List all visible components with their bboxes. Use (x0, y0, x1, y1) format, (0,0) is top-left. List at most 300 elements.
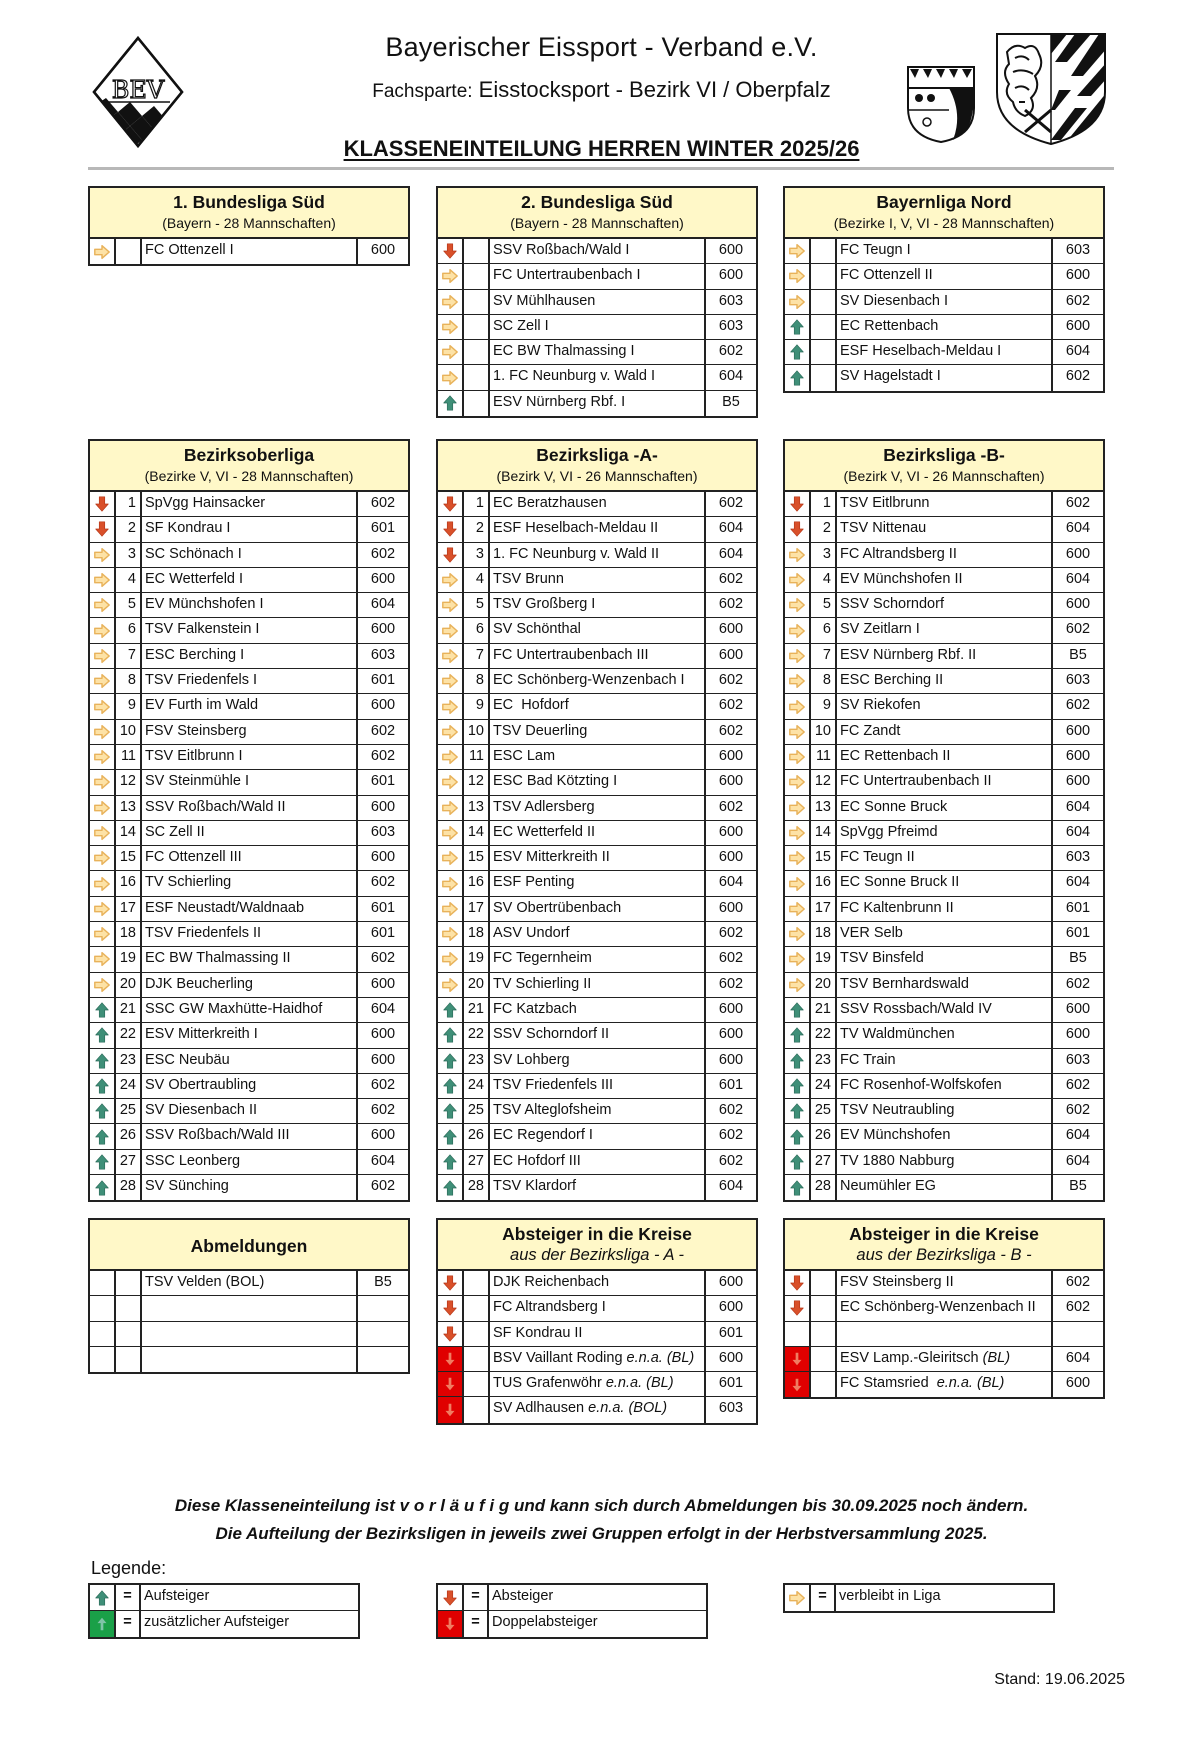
district-code-cell: 603 (1065, 849, 1091, 866)
arrow-right-icon (785, 770, 811, 794)
team-name: ESV Mitterkreith I (145, 1026, 258, 1043)
team-name: SV Schönthal (493, 621, 581, 638)
arrow-right-icon (438, 644, 464, 668)
extra-up-arrow-icon (90, 1611, 116, 1637)
team-name: SV Mühlhausen (493, 292, 596, 309)
district-code-cell: B5 (374, 1274, 392, 1290)
team-name: TSV Bernhardswald (840, 975, 969, 992)
rank-cell: 17 (464, 897, 490, 921)
table-row (438, 1296, 756, 1321)
team-cell (490, 315, 706, 339)
table-row (785, 796, 1103, 821)
table-row (90, 593, 408, 618)
district-code-cell: 601 (370, 925, 396, 942)
district-code-cell: 602 (718, 950, 744, 967)
rank-cell: 21 (464, 998, 490, 1022)
table-row (438, 669, 756, 694)
table-row (785, 1049, 1103, 1074)
team-cell (490, 517, 706, 541)
team-cell (837, 492, 1053, 516)
district-code-cell: 600 (718, 1349, 744, 1366)
district-code-cell: 604 (718, 545, 744, 562)
arrow-up-icon (90, 1049, 116, 1073)
district-code-cell: 604 (1065, 1152, 1091, 1169)
table-row (785, 264, 1103, 289)
team-cell (837, 1372, 1053, 1397)
table-row (785, 568, 1103, 593)
team-cell (142, 1023, 358, 1047)
table-row (785, 644, 1103, 669)
arrow-right-icon (438, 897, 464, 921)
legend-item (438, 1585, 706, 1611)
league-name: Bezirksoberliga (183, 445, 315, 465)
table-row (90, 1074, 408, 1099)
rank-cell: 15 (116, 846, 142, 870)
team-cell (142, 1049, 358, 1073)
team-cell (490, 998, 706, 1022)
team-name: SSC GW Maxhütte-Haidhof (145, 1000, 323, 1017)
team-cell (490, 922, 706, 946)
district-code-cell: 603 (718, 317, 744, 334)
table-row (785, 745, 1103, 770)
team-name: EC Rettenbach II (840, 747, 951, 764)
team-cell (490, 947, 706, 971)
team-cell (142, 1347, 358, 1372)
rank-cell: 20 (464, 973, 490, 997)
arrow-up-icon (438, 1175, 464, 1200)
team-name: BSV Vaillant Roding (493, 1349, 627, 1366)
rank-cell (464, 1271, 490, 1295)
table-row (90, 1296, 408, 1321)
district-code-cell: 600 (370, 798, 396, 815)
rank-cell: 26 (811, 1124, 837, 1148)
league-table (88, 1218, 410, 1374)
district-code-cell (358, 1296, 408, 1320)
header-divider (88, 167, 1114, 170)
district-code-cell: 602 (1065, 1076, 1091, 1093)
team-cell (837, 517, 1053, 541)
arrow-up-icon (438, 1124, 464, 1148)
team-name: FC Altrandsberg II (840, 545, 957, 562)
district-code-cell: 603 (1065, 672, 1091, 689)
arrow-down-icon (438, 1271, 464, 1295)
team-cell (490, 644, 706, 668)
rank-cell: 14 (464, 821, 490, 845)
district-code-cell: 600 (370, 1127, 396, 1144)
team-name: 1. FC Neunburg v. Wald I (493, 368, 655, 385)
double-down-arrow-icon (438, 1372, 464, 1396)
team-cell (142, 821, 358, 845)
table-row (438, 644, 756, 669)
arrow-up-icon (785, 998, 811, 1022)
team-cell (490, 821, 706, 845)
district-code-cell: 602 (718, 975, 744, 992)
rank-cell: 28 (811, 1175, 837, 1200)
arrow-right-icon (90, 796, 116, 820)
team-name: TUS Grafenwöhr (493, 1375, 606, 1392)
rank-cell (464, 1347, 490, 1371)
arrow-right-icon (785, 897, 811, 921)
table-row (438, 365, 756, 390)
arrow-right-icon (785, 922, 811, 946)
team-name: SV Diesenbach II (145, 1102, 258, 1119)
legend-label: verbleibt in Liga (839, 1588, 941, 1604)
arrow-up-icon (785, 1175, 811, 1200)
equals-sign: = (116, 1585, 141, 1610)
team-name: EC Hofdorf III (493, 1152, 581, 1169)
rank-cell: 20 (116, 973, 142, 997)
district-code-cell: 604 (1065, 798, 1091, 815)
district-code-cell: 600 (718, 747, 744, 764)
team-name: FC Rosenhof-Wolfskofen (840, 1076, 1002, 1093)
team-cell (490, 340, 706, 364)
rank-cell: 25 (464, 1099, 490, 1123)
team-name: SV Zeitlarn I (840, 621, 920, 638)
team-note: e.n.a. (BL) (605, 1375, 674, 1392)
team-cell (837, 593, 1053, 617)
league-header (438, 188, 756, 239)
team-cell (490, 264, 706, 288)
district-code-cell: 601 (718, 1324, 744, 1341)
arrow-right-icon (90, 593, 116, 617)
rank-cell (811, 315, 837, 339)
team-cell (142, 644, 358, 668)
team-cell (490, 543, 706, 567)
arrow-up-icon (438, 1049, 464, 1073)
rank-cell: 4 (116, 568, 142, 592)
team-cell (837, 770, 1053, 794)
district-code-cell: 604 (1065, 570, 1091, 587)
table-row (785, 973, 1103, 998)
league-subtitle: (Bayern - 28 Mannschaften) (162, 215, 336, 231)
team-name: FC Untertraubenbach III (493, 646, 649, 663)
team-cell (142, 517, 358, 541)
league-subtitle: (Bezirke V, VI - 28 Mannschaften) (144, 468, 354, 484)
team-name: 1. FC Neunburg v. Wald II (493, 545, 660, 562)
table-row (438, 770, 756, 795)
rank-cell: 27 (464, 1150, 490, 1174)
district-code-cell: 603 (370, 646, 396, 663)
team-name: FC Kaltenbrunn II (840, 899, 954, 916)
district-code-cell: 602 (718, 596, 744, 613)
table-row (438, 1099, 756, 1124)
district-code-cell: 604 (370, 1152, 396, 1169)
district-code-cell: 602 (370, 545, 396, 562)
table-row (438, 973, 756, 998)
team-cell (837, 1347, 1053, 1371)
table-row (438, 694, 756, 719)
team-cell (490, 365, 706, 389)
team-name: SSV Roßbach/Wald I (493, 242, 630, 258)
league-subtitle: aus der Bezirksliga - A - (510, 1246, 684, 1264)
team-cell (490, 720, 706, 744)
rank-cell: 13 (116, 796, 142, 820)
district-code-cell: 602 (370, 495, 396, 511)
team-cell (837, 239, 1053, 263)
league-table (88, 186, 410, 266)
table-row (90, 1322, 408, 1347)
district-code-cell (358, 1347, 408, 1372)
arrow-right-icon (90, 770, 116, 794)
rank-cell: 2 (811, 517, 837, 541)
team-name: SSV Schorndorf (840, 596, 944, 613)
legend-group (88, 1583, 360, 1639)
arrow-right-icon (90, 644, 116, 668)
rank-cell (464, 391, 490, 416)
table-row (90, 644, 408, 669)
district-code-cell: 600 (718, 1299, 744, 1316)
team-name: SC Zell I (493, 317, 549, 334)
double-down-arrow-icon (785, 1372, 811, 1397)
team-name: ESC Bad Kötzting I (493, 773, 618, 790)
rank-cell (464, 1296, 490, 1320)
arrow-right-icon (785, 871, 811, 895)
arrow-right-icon (90, 871, 116, 895)
district-code-cell: 604 (1065, 874, 1091, 891)
district-code-cell: B5 (722, 393, 740, 410)
table-row (438, 821, 756, 846)
table-row (438, 947, 756, 972)
table-row (438, 1271, 756, 1296)
arrow-right-icon (90, 669, 116, 693)
team-name: EC Schönberg-Wenzenbach I (493, 672, 685, 689)
league-table (436, 1218, 758, 1425)
team-cell (142, 1271, 358, 1295)
rank-cell: 9 (116, 694, 142, 718)
table-row (90, 998, 408, 1023)
team-cell (142, 947, 358, 971)
table-row (785, 1271, 1103, 1296)
status-cell (90, 1296, 116, 1320)
district-code-cell: 604 (1065, 1349, 1091, 1366)
equals-sign: = (116, 1611, 141, 1637)
league-table (783, 439, 1105, 1202)
league-subtitle: (Bezirke I, V, VI - 28 Mannschaften) (833, 215, 1055, 231)
rank-cell (811, 365, 837, 390)
arrow-right-icon (785, 947, 811, 971)
team-note: e.n.a. (BL) (936, 1375, 1005, 1392)
rank-cell: 15 (811, 846, 837, 870)
team-name: EV Münchshofen I (145, 596, 264, 613)
table-row (785, 492, 1103, 517)
table-row (438, 340, 756, 365)
district-code-cell: 602 (718, 1152, 744, 1169)
team-name: FC Teugn I (840, 242, 911, 258)
team-name: TSV Binsfeld (840, 950, 924, 967)
table-row (785, 947, 1103, 972)
table-row (438, 897, 756, 922)
team-name: ESC Neubäu (145, 1051, 230, 1068)
table-row (785, 922, 1103, 947)
table-row (785, 1372, 1103, 1397)
table-row (785, 365, 1103, 390)
arrow-right-icon (438, 770, 464, 794)
district-code-cell: 604 (718, 1178, 744, 1195)
table-row (438, 315, 756, 340)
team-cell (837, 669, 1053, 693)
arrow-up-icon (438, 1074, 464, 1098)
rank-cell: 9 (811, 694, 837, 718)
table-row (90, 821, 408, 846)
team-name: SV Lohberg (493, 1051, 570, 1068)
arrow-down-icon (785, 1271, 811, 1295)
district-code-cell: 602 (718, 1127, 744, 1144)
rank-cell: 7 (116, 644, 142, 668)
team-cell (142, 568, 358, 592)
team-name: SV Hagelstadt I (840, 368, 941, 385)
table-row (785, 340, 1103, 365)
arrow-right-icon (90, 568, 116, 592)
table-row (438, 998, 756, 1023)
team-name: ESF Neustadt/Waldnaab (145, 899, 305, 916)
table-row (438, 871, 756, 896)
arrow-up-icon (90, 1099, 116, 1123)
district-code-cell: 601 (718, 1375, 744, 1392)
table-row (785, 315, 1103, 340)
district-code-cell: 600 (1065, 317, 1091, 334)
rank-cell: 8 (116, 669, 142, 693)
arrow-right-icon (785, 593, 811, 617)
table-row (785, 1150, 1103, 1175)
table-row (438, 796, 756, 821)
rank-cell (464, 315, 490, 339)
rank-cell (464, 239, 490, 263)
arrow-right-icon (785, 720, 811, 744)
team-name: SV Riekofen (840, 697, 921, 714)
league-table (436, 439, 758, 1202)
arrow-right-icon (785, 543, 811, 567)
organization-subtitle (0, 77, 1203, 103)
rank-cell: 19 (811, 947, 837, 971)
team-name: EC Regendorf I (493, 1127, 593, 1144)
team-cell (490, 973, 706, 997)
district-code-cell: 604 (1065, 823, 1091, 840)
table-row (438, 618, 756, 643)
organization-title: Bayerischer Eissport - Verband e.V. (385, 32, 818, 62)
table-row (90, 492, 408, 517)
team-name: Neumühler EG (840, 1178, 936, 1195)
team-cell (490, 1397, 706, 1422)
table-row (90, 1271, 408, 1296)
team-name: SpVgg Pfreimd (840, 823, 938, 840)
team-cell (837, 871, 1053, 895)
rank-cell: 25 (811, 1099, 837, 1123)
district-code-cell (358, 1322, 408, 1346)
rank-cell: 20 (811, 973, 837, 997)
table-row (90, 796, 408, 821)
table-row (785, 1175, 1103, 1200)
team-name: FC Zandt (840, 722, 901, 739)
team-name: TSV Nittenau (840, 520, 927, 537)
team-name: ESC Berching II (840, 672, 944, 689)
table-row (90, 669, 408, 694)
rank-cell: 13 (464, 796, 490, 820)
team-name: FC Stamsried (840, 1375, 937, 1392)
rank-cell: 10 (464, 720, 490, 744)
team-cell (490, 1296, 706, 1320)
team-name: FC Ottenzell I (145, 242, 234, 258)
team-cell (490, 1099, 706, 1123)
arrow-right-icon (90, 922, 116, 946)
league-header (90, 1220, 408, 1271)
team-name: ESF Heselbach-Meldau II (493, 520, 659, 537)
arrow-up-icon (438, 1023, 464, 1047)
team-name: TSV Brunn (493, 570, 564, 587)
team-name: ASV Undorf (493, 925, 570, 942)
table-row (90, 618, 408, 643)
team-name: SSV Roßbach/Wald III (145, 1127, 290, 1144)
table-row (438, 1347, 756, 1372)
table-row (785, 871, 1103, 896)
arrow-up-icon (90, 1585, 116, 1610)
table-row (785, 669, 1103, 694)
district-crest-icon (905, 64, 977, 144)
table-row (785, 1124, 1103, 1149)
district-code-cell: 600 (370, 1051, 396, 1068)
team-name: TSV Alteglofsheim (493, 1102, 612, 1119)
double-down-arrow-icon (785, 1347, 811, 1371)
team-cell (142, 745, 358, 769)
team-name: ESC Berching I (145, 646, 245, 663)
table-row (90, 846, 408, 871)
table-row (438, 543, 756, 568)
team-cell (837, 1074, 1053, 1098)
league-header (785, 1220, 1103, 1271)
team-name: EC Beratzhausen (493, 495, 607, 511)
team-name: EV Münchshofen (840, 1127, 951, 1144)
arrow-right-icon (90, 846, 116, 870)
district-code-cell: 602 (370, 1076, 396, 1093)
rank-cell (464, 264, 490, 288)
team-name: SF Kondrau II (493, 1324, 583, 1341)
arrow-up-icon (90, 1124, 116, 1148)
team-name: TSV Eitlbrunn I (145, 747, 243, 764)
district-code-cell: 602 (718, 343, 744, 360)
legend-group (783, 1583, 1055, 1613)
district-code-cell: 601 (370, 672, 396, 689)
table-row (438, 1150, 756, 1175)
arrow-up-icon (785, 1074, 811, 1098)
team-cell (837, 290, 1053, 314)
team-cell (837, 1023, 1053, 1047)
league-name: Bayernliga Nord (876, 192, 1012, 212)
rank-cell: 4 (811, 568, 837, 592)
arrow-right-icon (438, 846, 464, 870)
arrow-right-icon (90, 239, 116, 264)
team-cell (490, 1074, 706, 1098)
team-cell (490, 593, 706, 617)
team-cell (837, 340, 1053, 364)
arrow-right-icon (785, 239, 811, 263)
arrow-right-icon (785, 264, 811, 288)
table-row (90, 1099, 408, 1124)
table-row (90, 1347, 408, 1372)
arrow-up-icon (438, 998, 464, 1022)
team-cell (490, 239, 706, 263)
district-code-cell: B5 (1069, 1178, 1087, 1195)
team-cell (837, 846, 1053, 870)
team-note: e.n.a. (BL) (626, 1349, 695, 1366)
arrow-right-icon (438, 947, 464, 971)
rank-cell (811, 290, 837, 314)
team-name: ESF Heselbach-Meldau I (840, 343, 1002, 360)
table-row (90, 897, 408, 922)
table-row (785, 720, 1103, 745)
district-code-cell: 602 (718, 925, 744, 942)
arrow-right-icon (785, 973, 811, 997)
table-row (438, 922, 756, 947)
team-cell (837, 973, 1053, 997)
